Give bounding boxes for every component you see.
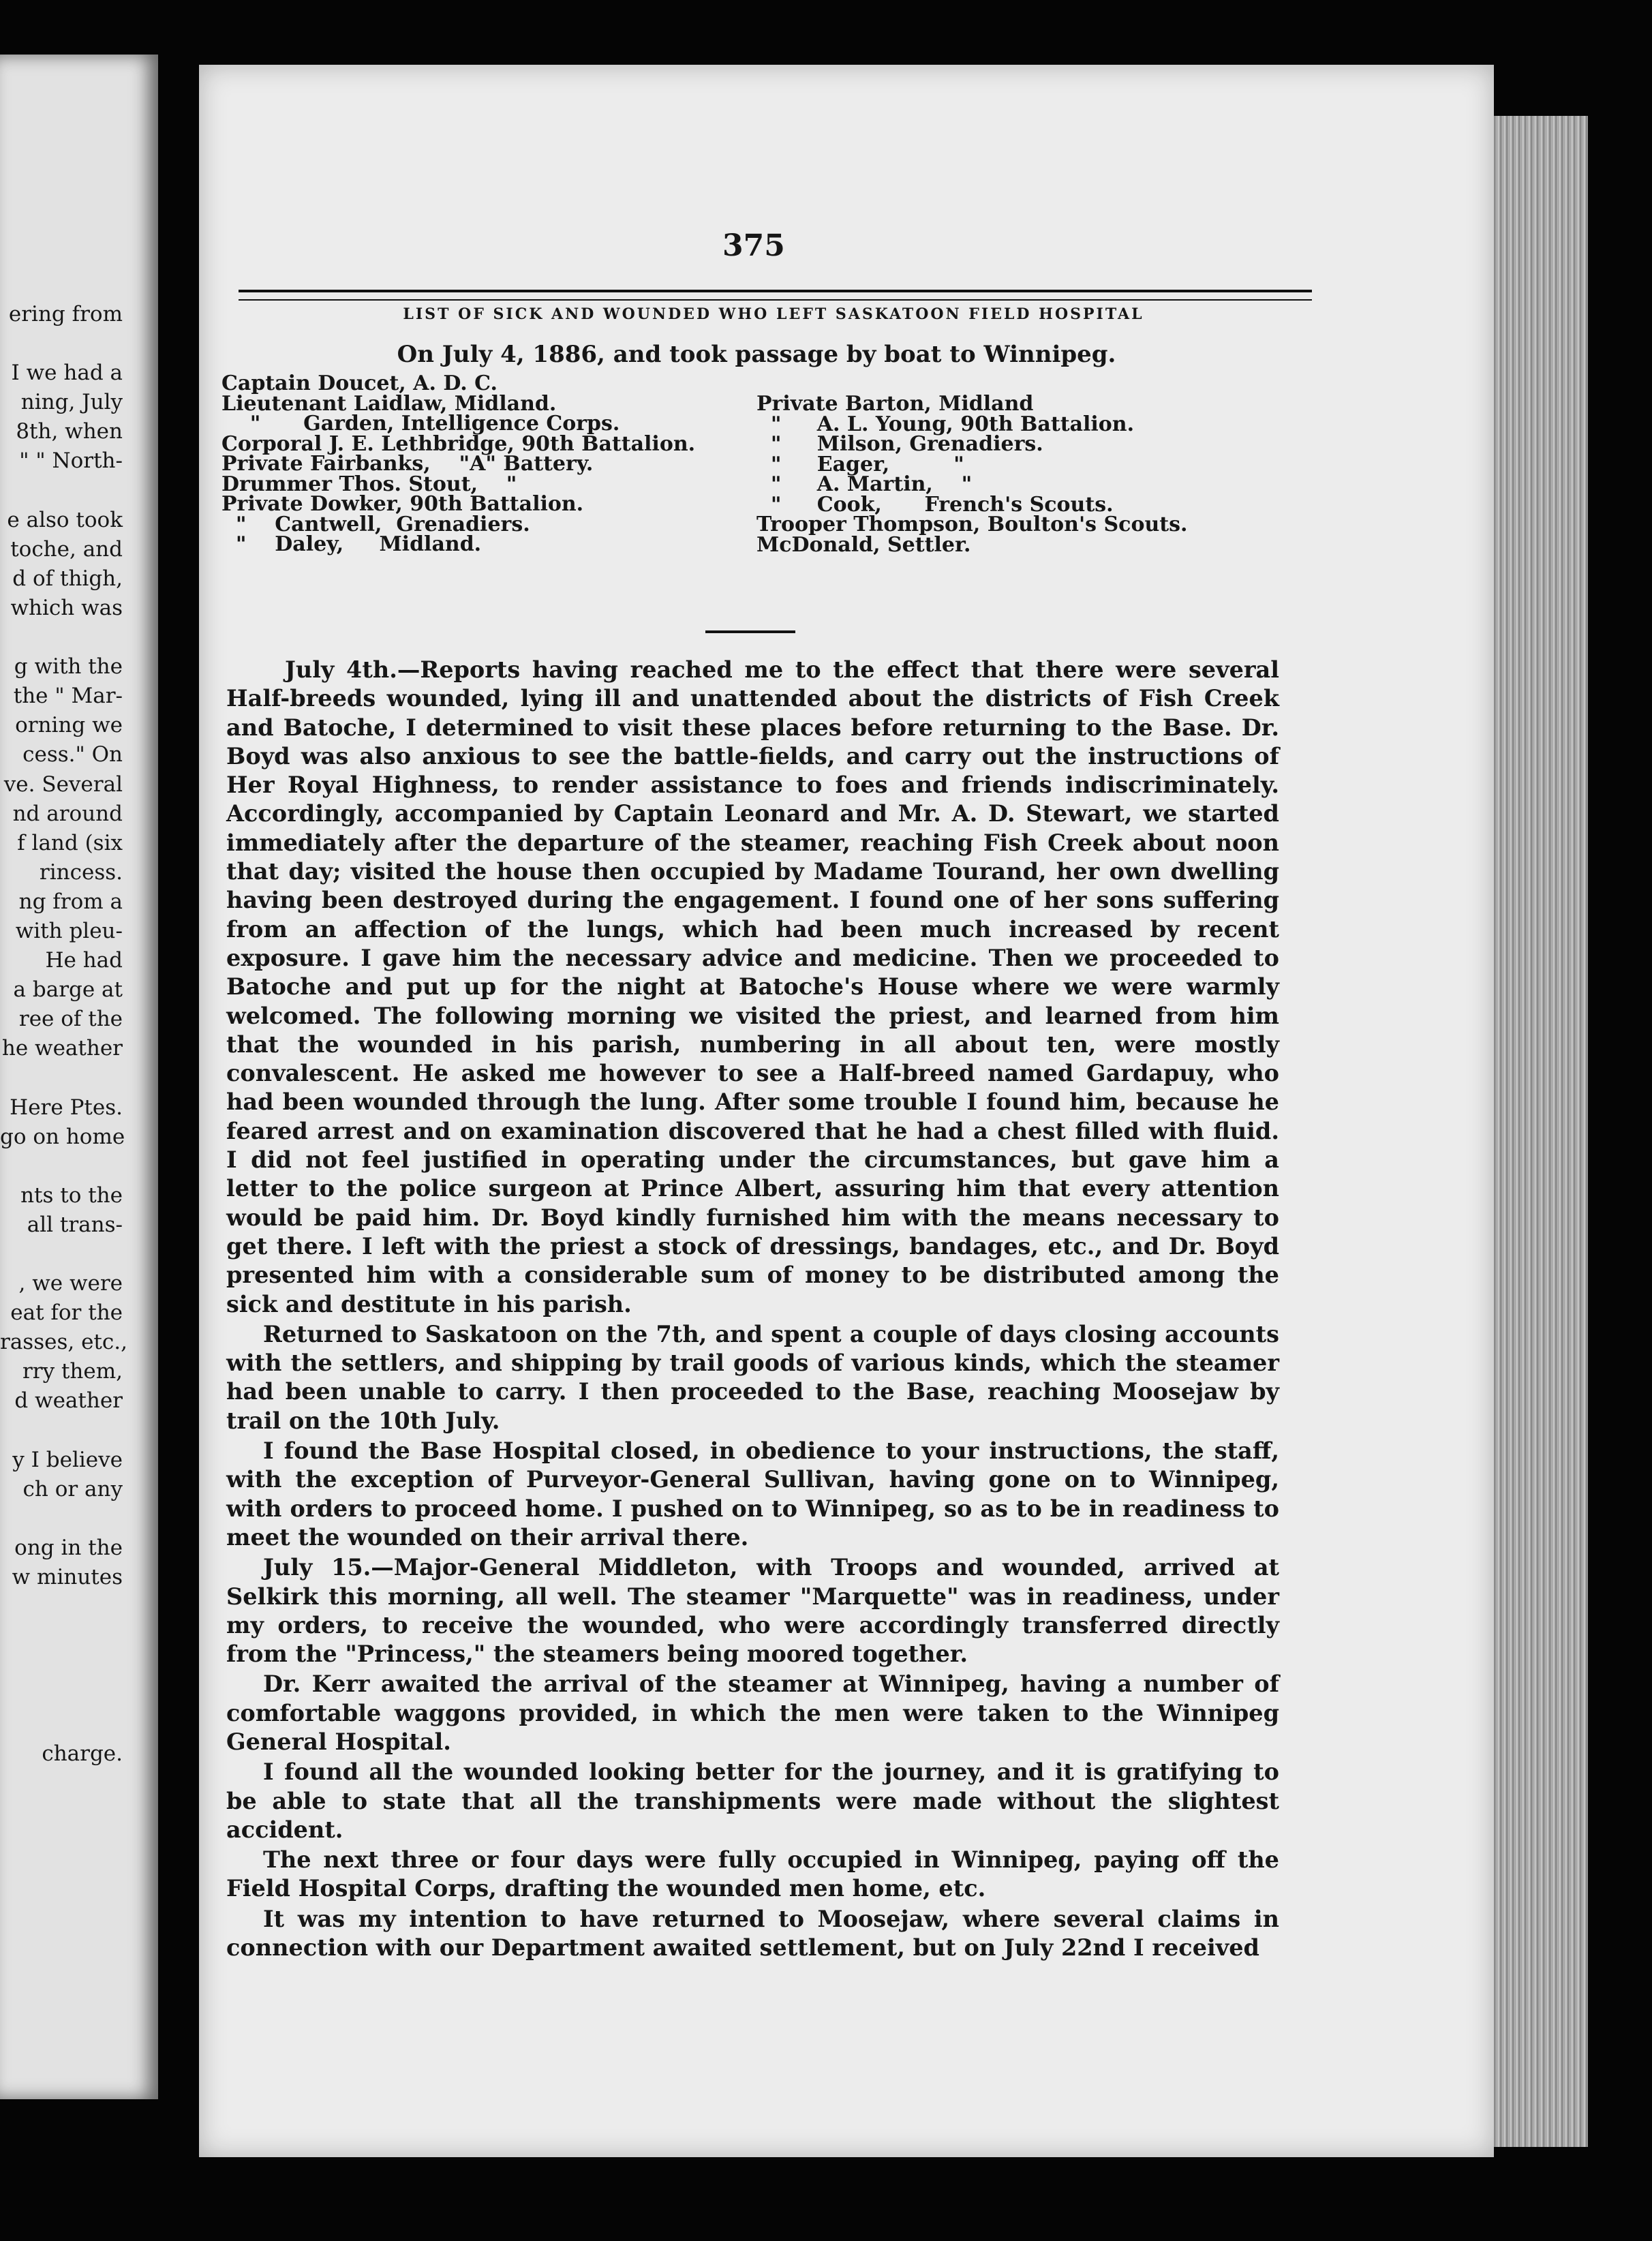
list-entry: Private Dowker, 90th Battalion. (221, 492, 584, 516)
facing-page-line: with pleu- (15, 918, 123, 943)
facing-page-line: I we had a (11, 361, 123, 386)
facing-page-line: d weather (14, 1388, 123, 1414)
list-entry: " Cook, French's Scouts. (756, 492, 1114, 517)
page-number: 375 (722, 228, 785, 263)
paragraph: The next three or four days were fully occupied in Winnipeg, paying off the Field Hospital Corps, drafting the wounded men home, etc. (226, 1846, 1279, 1902)
facing-page-line (0, 476, 123, 506)
facing-page-line: orning we (15, 713, 123, 738)
paragraph: July 15.—Major-General Middleton, with Troops and wounded, arrived at Selkirk this morning, all well. The steamer "Marquette" was in readiness, under my orders, to receive the wounded, who were accordingly transferred directly from the "Princess," the steamers being moored together. (226, 1554, 1279, 1668)
facing-page-text (0, 300, 158, 1769)
wounded-list-left-column (221, 371, 696, 556)
facing-page-line: y I believe (12, 1447, 123, 1472)
list-entry: " Milson, Grenadiers. (756, 432, 1043, 456)
facing-page-line (0, 1651, 123, 1680)
list-entry: Lieutenant Laidlaw, Midland. (221, 391, 557, 416)
facing-page-line: rincess. (39, 859, 123, 885)
facing-page-line (0, 1240, 123, 1269)
facing-page-line: , we were (18, 1271, 123, 1296)
facing-page-line: d of thigh, (12, 566, 123, 591)
facing-page-line (0, 1592, 123, 1621)
facing-page-line (0, 1680, 123, 1709)
facing-page-line: rry them, (22, 1359, 123, 1384)
facing-page-line: ning, July (20, 390, 123, 415)
facing-page-line: charge. (42, 1741, 123, 1766)
facing-page-line (0, 1621, 123, 1651)
facing-page-line: all trans- (27, 1212, 123, 1237)
header-rule (239, 290, 1312, 301)
section-divider (705, 630, 795, 633)
list-entry: " Cantwell, Grenadiers. (221, 512, 530, 536)
facing-page-line (0, 329, 123, 359)
paragraph: Returned to Saskatoon on the 7th, and spent a couple of days closing accounts with the settlers, and shipping by trail goods of various kinds, which the steamer had been unable to carry. I then proceeded to the Base, reaching Moosejaw by trail on the 10th July. (226, 1320, 1279, 1434)
paragraph: I found the Base Hospital closed, in obedience to your instructions, the staff, with the exception of Purveyor-General Sullivan, having gone on to Winnipeg, with orders to proceed home. I pushed on to Winnipeg, so as to be in readiness to meet the wounded on their arrival there. (226, 1437, 1279, 1551)
facing-page-line (0, 1416, 123, 1446)
list-entry: " Eager, " (756, 452, 964, 476)
facing-page-line: he weather (1, 1036, 123, 1061)
list-entry: " Garden, Intelligence Corps. (221, 412, 620, 436)
wounded-list-right-column (756, 394, 1187, 555)
facing-page-line: rasses, etc., (0, 1330, 127, 1355)
facing-page-line (0, 1710, 123, 1739)
facing-page-line: w minutes (12, 1565, 123, 1590)
facing-page-line: ve. Several (3, 772, 123, 797)
facing-page-line: which was (10, 595, 123, 620)
facing-page-line (0, 1504, 123, 1534)
list-entry: Drummer Thos. Stout, " (221, 472, 517, 496)
list-entry: Corporal J. E. Lethbridge, 90th Battalion. (221, 431, 696, 456)
facing-page-line (0, 1152, 123, 1181)
facing-page-line: e also took (7, 507, 123, 532)
facing-page-line: f land (six (17, 830, 123, 855)
facing-page-line: go on home (0, 1124, 125, 1149)
facing-page-line: ong in the (14, 1535, 123, 1560)
list-subheading: On July 4, 1886, and took passage by boat to Winnipeg. (397, 341, 1116, 368)
facing-page-line: nd around (12, 801, 123, 826)
facing-page-line: ree of the (18, 1007, 123, 1032)
facing-page-line: cess." On (22, 742, 123, 767)
facing-page-line (0, 1063, 123, 1093)
list-entry: " A. Martin, " (756, 472, 973, 496)
list-entry: Private Fairbanks, "A" Battery. (221, 452, 594, 476)
paragraph: It was my intention to have returned to Moosejaw, where several claims in connection with our Department awaited settlement, but on July 22nd I received (226, 1905, 1279, 1962)
facing-page-left (0, 55, 158, 2099)
facing-page-line (0, 623, 123, 652)
facing-page-line: ng from a (18, 889, 123, 914)
body-text (226, 656, 1279, 1964)
facing-page-line: the " Mar- (13, 684, 123, 709)
facing-page-line: " " North- (19, 448, 123, 474)
facing-page-line: 8th, when (16, 419, 123, 444)
facing-page-line: Here Ptes. (10, 1095, 123, 1120)
list-entry: Trooper Thompson, Boulton's Scouts. (756, 513, 1188, 536)
list-entry: McDonald, Settler. (756, 532, 971, 557)
facing-page-line: nts to the (20, 1183, 123, 1208)
facing-page-line: g with the (14, 654, 123, 680)
facing-page-line: a barge at (13, 977, 123, 1003)
paragraph: Dr. Kerr awaited the arrival of the steamer at Winnipeg, having a number of comfortable waggons provided, in which the men were taken to the Winnipeg General Hospital. (226, 1671, 1279, 1755)
paragraph: July 4th.—Reports having reached me to the effect that there were several Half-breeds wounded, lying ill and unattended about the districts of Fish Creek and Batoche, I determined to visit these places before returning to the Base. Dr. Boyd was also anxious to see the battle-fields, and carry out the instructions of Her Royal Highness, to render assistance to foes and friends indiscriminately. Accordingly, accompanied by Captain Leonard and Mr. A. D. Stewart, we started immediately after the departure of the steamer, reaching Fish Creek about noon that day; visited the house then occupied by Madame Tourand, her own dwelling having been destroyed during the engagement. I found one of her sons suffering from an affection of the lungs, which had been much increased by recent exposure. I gave him the necessary advice and medicine. Then we proceeded to Batoche and put up for the night at Batoche's House where we were warmly welcomed. The following morning we visited the priest, and learned from him that the wounded in his parish, numbering in all about ten, were mostly convalescent. He asked me however to see a Half-breed named Gardapuy, who had been wounded through the lung. After some trouble I found him, because he feared arrest and on examination discovered that he had a chest filled with fluid. I did not feel justified in operating under the circumstances, but gave him a letter to the police surgeon at Prince Albert, assuring him that every attention would be paid him. Dr. Boyd kindly furnished him with the means necessary to get there. I left with the priest a stock of dressings, bandages, etc., and Dr. Boyd presented him with a considerable sum of money to be distributed among the sick and destitute in his parish. (226, 656, 1279, 1317)
list-heading: LIST OF SICK AND WOUNDED WHO LEFT SASKATOON FIELD HOSPITAL (403, 305, 1144, 323)
paragraph: I found all the wounded looking better for the journey, and it is gratifying to be able to state that all the transhipments were made without the slightest accident. (226, 1758, 1279, 1843)
facing-page-line: He had (45, 948, 123, 973)
facing-page-line: eat for the (10, 1300, 123, 1326)
facing-page-line: toche, and (10, 536, 123, 562)
facing-page-line: ering from (8, 302, 123, 326)
list-entry: Captain Doucet, A. D. C. (221, 371, 498, 395)
list-entry: " A. L. Young, 90th Battalion. (756, 412, 1135, 436)
list-entry: " Daley, Midland. (221, 532, 482, 556)
facing-page-line: ch or any (22, 1476, 123, 1501)
list-entry: Private Barton, Midland (756, 392, 1034, 416)
